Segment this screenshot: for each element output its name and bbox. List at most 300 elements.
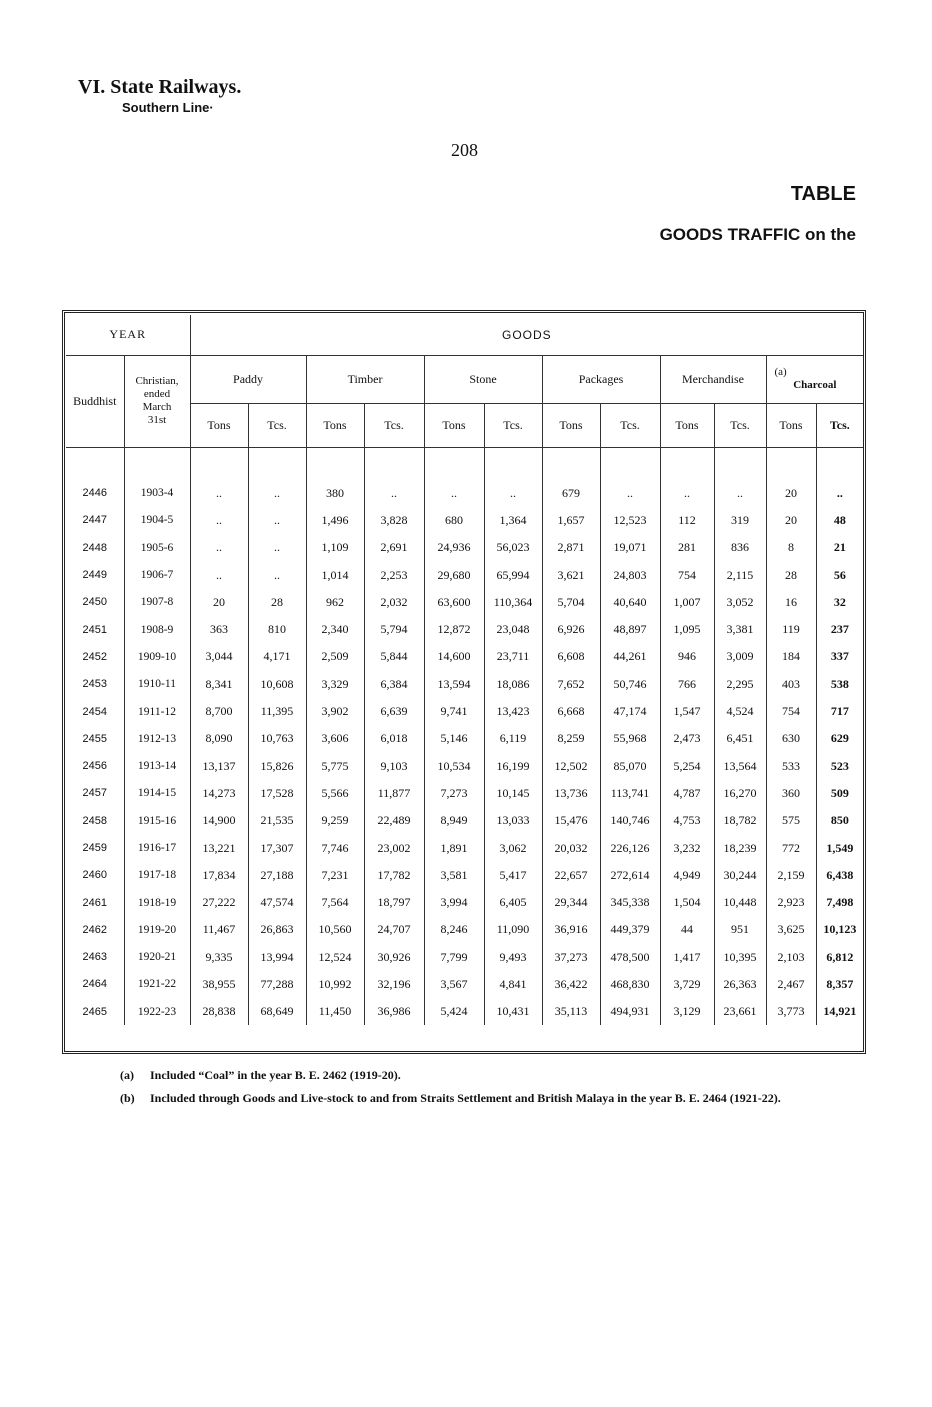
section-title: VI. State Railways. (78, 76, 242, 98)
footnote-mark-a: (a) (774, 366, 787, 378)
footnote-mark: (b) (120, 1091, 135, 1105)
value-cell: 2,467 (766, 971, 816, 998)
christian-year-cell: 1913-14 (124, 752, 190, 779)
value-cell: 13,033 (484, 807, 542, 834)
value-cell: 717 (816, 698, 863, 725)
buddhist-year-cell: 2461 (82, 896, 107, 909)
value-cell: 6,451 (714, 725, 766, 752)
value-cell: 32,196 (364, 971, 424, 998)
value-cell: 6,668 (542, 698, 600, 725)
spacer-cell (124, 447, 190, 480)
value-cell: 3,625 (766, 916, 816, 943)
value-cell: 6,438 (816, 862, 863, 889)
spacer-row (66, 447, 863, 480)
christian-year-cell: 1910-11 (124, 671, 190, 698)
value-cell: 2,340 (306, 616, 364, 643)
value-cell: 7,231 (306, 862, 364, 889)
category-name: Stone (469, 371, 497, 386)
value-cell: 10,763 (248, 725, 306, 752)
value-cell: 9,335 (190, 944, 248, 971)
value-cell: 962 (306, 589, 364, 616)
value-cell: 10,608 (248, 671, 306, 698)
value-cell: 15,826 (248, 752, 306, 779)
category-name: Charcoal (793, 379, 837, 391)
value-cell: 19,071 (600, 534, 660, 561)
value-cell: 478,500 (600, 944, 660, 971)
value-cell: 37,273 (542, 944, 600, 971)
value-cell: 946 (660, 643, 714, 670)
footnote-text: Included through Goods and Live-stock to and from Straits Settlement and British Malaya in the year B. E. 2464 (1921-22). (150, 1091, 781, 1105)
value-cell: 22,657 (542, 862, 600, 889)
value-cell: 3,232 (660, 834, 714, 861)
table-label: TABLE (790, 183, 856, 205)
value-cell: 12,523 (600, 507, 660, 534)
value-cell: 23,661 (714, 998, 766, 1025)
value-cell: 679 (542, 480, 600, 507)
spacer-cell (364, 447, 424, 480)
value-cell: 319 (714, 507, 766, 534)
value-cell: 22,489 (364, 807, 424, 834)
value-cell: 8,246 (424, 916, 484, 943)
value-cell: 810 (248, 616, 306, 643)
unit-tons: Tons (306, 403, 364, 447)
value-cell: 56,023 (484, 534, 542, 561)
value-cell: 3,062 (484, 834, 542, 861)
christian-year-cell: 1904-5 (124, 507, 190, 534)
value-cell: 10,145 (484, 780, 542, 807)
value-cell: 11,877 (364, 780, 424, 807)
value-cell: 44 (660, 916, 714, 943)
table-row (66, 971, 863, 998)
value-cell: 13,564 (714, 752, 766, 779)
value-cell: 50,746 (600, 671, 660, 698)
value-cell: 27,222 (190, 889, 248, 916)
value-cell: 17,528 (248, 780, 306, 807)
value-cell: 3,621 (542, 561, 600, 588)
value-cell: 3,129 (660, 998, 714, 1025)
value-cell: 8,341 (190, 671, 248, 698)
buddhist-year-cell: 2458 (82, 814, 107, 827)
value-cell: 1,417 (660, 944, 714, 971)
table-row (66, 916, 863, 943)
value-cell: 36,986 (364, 998, 424, 1025)
value-cell: 8 (766, 534, 816, 561)
christian-year-cell: 1917-18 (124, 862, 190, 889)
category-header-paddy (190, 355, 306, 403)
value-cell: 345,338 (600, 889, 660, 916)
value-cell: 55,968 (600, 725, 660, 752)
spacer-cell (66, 447, 124, 480)
value-cell: 10,123 (816, 916, 863, 943)
value-cell: 337 (816, 643, 863, 670)
value-cell: .. (364, 480, 424, 507)
table-row (66, 616, 863, 643)
value-cell: 10,992 (306, 971, 364, 998)
value-cell: 494,931 (600, 998, 660, 1025)
value-cell: 2,509 (306, 643, 364, 670)
footnote-mark: (a) (120, 1068, 134, 1082)
value-cell: 26,363 (714, 971, 766, 998)
category-name: Timber (347, 371, 383, 386)
buddhist-year-cell: 2462 (82, 923, 107, 936)
unit-tcs: Tcs. (248, 403, 306, 447)
value-cell: 754 (766, 698, 816, 725)
category-header-stone (424, 355, 542, 403)
value-cell: 23,048 (484, 616, 542, 643)
value-cell: 23,002 (364, 834, 424, 861)
buddhist-year-cell: 2457 (82, 787, 107, 800)
spacer-cell (542, 447, 600, 480)
value-cell: 11,090 (484, 916, 542, 943)
christian-year-cell: 1909-10 (124, 643, 190, 670)
unit-tons: Tons (542, 403, 600, 447)
value-cell: 17,834 (190, 862, 248, 889)
unit-tons: Tons (424, 403, 484, 447)
unit-tons: Tons (660, 403, 714, 447)
christian-header (124, 355, 190, 447)
value-cell: .. (248, 561, 306, 588)
value-cell: 10,395 (714, 944, 766, 971)
value-cell: .. (190, 534, 248, 561)
value-cell: .. (190, 561, 248, 588)
christian-year-cell: 1906-7 (124, 561, 190, 588)
value-cell: 3,009 (714, 643, 766, 670)
value-cell: 13,594 (424, 671, 484, 698)
value-cell: 28 (766, 561, 816, 588)
table-row (66, 889, 863, 916)
value-cell: 30,244 (714, 862, 766, 889)
value-cell: 8,700 (190, 698, 248, 725)
table-row (66, 944, 863, 971)
value-cell: 5,424 (424, 998, 484, 1025)
section-subtitle: Southern Line· (122, 100, 214, 115)
buddhist-year-cell: 2446 (82, 487, 107, 500)
unit-tcs: Tcs. (714, 403, 766, 447)
christian-year-cell: 1919-20 (124, 916, 190, 943)
table-row (66, 752, 863, 779)
christian-year-cell: 1918-19 (124, 889, 190, 916)
value-cell: 14,600 (424, 643, 484, 670)
value-cell: 7,564 (306, 889, 364, 916)
value-cell: 363 (190, 616, 248, 643)
value-cell: 44,261 (600, 643, 660, 670)
value-cell: 184 (766, 643, 816, 670)
buddhist-year-cell: 2452 (82, 650, 107, 663)
value-cell: 1,657 (542, 507, 600, 534)
value-cell: 523 (816, 752, 863, 779)
value-cell: 2,295 (714, 671, 766, 698)
value-cell: 12,872 (424, 616, 484, 643)
value-cell: 27,188 (248, 862, 306, 889)
value-cell: 10,431 (484, 998, 542, 1025)
value-cell: 3,044 (190, 643, 248, 670)
value-cell: 9,741 (424, 698, 484, 725)
value-cell: 1,496 (306, 507, 364, 534)
value-cell: 5,844 (364, 643, 424, 670)
value-cell: 17,782 (364, 862, 424, 889)
value-cell: 56 (816, 561, 863, 588)
value-cell: 575 (766, 807, 816, 834)
buddhist-year-cell: 2454 (82, 705, 107, 718)
value-cell: 10,534 (424, 752, 484, 779)
value-cell: 21 (816, 534, 863, 561)
value-cell: 4,949 (660, 862, 714, 889)
value-cell: 2,103 (766, 944, 816, 971)
value-cell: .. (816, 480, 863, 507)
value-cell: 12,502 (542, 752, 600, 779)
value-cell: 8,949 (424, 807, 484, 834)
christian-year-cell: 1914-15 (124, 780, 190, 807)
spacer-cell (600, 447, 660, 480)
table-row (66, 780, 863, 807)
christian-year-cell: 1903-4 (124, 480, 190, 507)
value-cell: 7,498 (816, 889, 863, 916)
table-row (66, 589, 863, 616)
value-cell: 1,547 (660, 698, 714, 725)
value-cell: 3,329 (306, 671, 364, 698)
christian-year-cell: 1920-21 (124, 944, 190, 971)
value-cell: 29,680 (424, 561, 484, 588)
table-row (66, 534, 863, 561)
spacer-cell (484, 447, 542, 480)
buddhist-year-cell: 2463 (82, 951, 107, 964)
christian-year-cell: 1908-9 (124, 616, 190, 643)
value-cell: 5,704 (542, 589, 600, 616)
value-cell: 23,711 (484, 643, 542, 670)
unit-tons: Tons (766, 403, 816, 447)
table-row (66, 698, 863, 725)
value-cell: 40,640 (600, 589, 660, 616)
value-cell: 26,863 (248, 916, 306, 943)
value-cell: .. (190, 480, 248, 507)
value-cell: 14,273 (190, 780, 248, 807)
value-cell: 3,828 (364, 507, 424, 534)
value-cell: 3,773 (766, 998, 816, 1025)
value-cell: 30,926 (364, 944, 424, 971)
value-cell: 766 (660, 671, 714, 698)
value-cell: 16 (766, 589, 816, 616)
value-cell: 836 (714, 534, 766, 561)
value-cell: .. (484, 480, 542, 507)
table-row (66, 480, 863, 507)
value-cell: 1,095 (660, 616, 714, 643)
value-cell: .. (190, 507, 248, 534)
value-cell: 68,649 (248, 998, 306, 1025)
value-cell: 403 (766, 671, 816, 698)
value-cell: 10,448 (714, 889, 766, 916)
table-row (66, 671, 863, 698)
value-cell: 24,936 (424, 534, 484, 561)
goods-traffic-table (66, 315, 863, 1025)
table-row (66, 807, 863, 834)
value-cell: 17,307 (248, 834, 306, 861)
value-cell: 680 (424, 507, 484, 534)
buddhist-year-cell: 2447 (82, 514, 107, 527)
value-cell: 47,574 (248, 889, 306, 916)
value-cell: 3,567 (424, 971, 484, 998)
value-cell: 3,581 (424, 862, 484, 889)
year-header: YEAR (66, 315, 190, 355)
value-cell: 20 (766, 480, 816, 507)
value-cell: .. (248, 480, 306, 507)
value-cell: 754 (660, 561, 714, 588)
value-cell: 509 (816, 780, 863, 807)
buddhist-year-cell: 2460 (82, 869, 107, 882)
value-cell: 226,126 (600, 834, 660, 861)
table-row (66, 834, 863, 861)
christian-year-cell: 1916-17 (124, 834, 190, 861)
value-cell: 630 (766, 725, 816, 752)
value-cell: 4,787 (660, 780, 714, 807)
spacer-cell (190, 447, 248, 480)
table-row (66, 862, 863, 889)
value-cell: 1,364 (484, 507, 542, 534)
value-cell: 48,897 (600, 616, 660, 643)
christian-year-cell: 1911-12 (124, 698, 190, 725)
value-cell: 8,090 (190, 725, 248, 752)
value-cell: .. (424, 480, 484, 507)
page-number: 208 (451, 140, 478, 160)
value-cell: 9,493 (484, 944, 542, 971)
value-cell: 18,086 (484, 671, 542, 698)
value-cell: 7,799 (424, 944, 484, 971)
spacer-cell (306, 447, 364, 480)
value-cell: 15,476 (542, 807, 600, 834)
value-cell: 110,364 (484, 589, 542, 616)
category-name: Paddy (233, 371, 264, 386)
spacer-cell (816, 447, 863, 480)
footnotes (120, 1068, 866, 1114)
christian-year-cell: 1922-23 (124, 998, 190, 1025)
value-cell: 3,994 (424, 889, 484, 916)
table-caption: GOODS TRAFFIC on the (659, 225, 856, 244)
value-cell: 6,405 (484, 889, 542, 916)
christian-year-cell: 1921-22 (124, 971, 190, 998)
table-row (66, 507, 863, 534)
value-cell: 20 (190, 589, 248, 616)
value-cell: 20 (766, 507, 816, 534)
value-cell: 4,171 (248, 643, 306, 670)
value-cell: 6,639 (364, 698, 424, 725)
table-row (66, 725, 863, 752)
buddhist-year-cell: 2456 (82, 760, 107, 773)
table-body (66, 447, 863, 1025)
value-cell: 5,775 (306, 752, 364, 779)
value-cell: .. (660, 480, 714, 507)
buddhist-year-cell: 2451 (82, 623, 107, 636)
value-cell: 11,395 (248, 698, 306, 725)
value-cell: 2,691 (364, 534, 424, 561)
category-header-packages (542, 355, 660, 403)
value-cell: 5,566 (306, 780, 364, 807)
buddhist-year-cell: 2453 (82, 678, 107, 691)
value-cell: 9,259 (306, 807, 364, 834)
value-cell: 140,746 (600, 807, 660, 834)
category-header-charcoal (766, 355, 863, 403)
spacer-cell (248, 447, 306, 480)
christian-year-cell: 1907-8 (124, 589, 190, 616)
value-cell: 380 (306, 480, 364, 507)
value-cell: 8,357 (816, 971, 863, 998)
value-cell: 3,729 (660, 971, 714, 998)
christian-year-cell: 1915-16 (124, 807, 190, 834)
value-cell: 237 (816, 616, 863, 643)
value-cell: 3,381 (714, 616, 766, 643)
value-cell: 18,782 (714, 807, 766, 834)
value-cell: 36,916 (542, 916, 600, 943)
christian-year-cell: 1912-13 (124, 725, 190, 752)
value-cell: 2,473 (660, 725, 714, 752)
value-cell: 119 (766, 616, 816, 643)
footnote-a (120, 1068, 866, 1083)
value-cell: 772 (766, 834, 816, 861)
value-cell: 21,535 (248, 807, 306, 834)
value-cell: 9,103 (364, 752, 424, 779)
value-cell: 5,417 (484, 862, 542, 889)
value-cell: 281 (660, 534, 714, 561)
value-cell: 538 (816, 671, 863, 698)
buddhist-year-cell: 2450 (82, 596, 107, 609)
christian-header-line: March (142, 401, 172, 413)
value-cell: 6,812 (816, 944, 863, 971)
value-cell: 13,994 (248, 944, 306, 971)
value-cell: 2,159 (766, 862, 816, 889)
value-cell: 4,753 (660, 807, 714, 834)
goods-header: GOODS (190, 315, 863, 355)
value-cell: 77,288 (248, 971, 306, 998)
value-cell: 20,032 (542, 834, 600, 861)
value-cell: 14,900 (190, 807, 248, 834)
spacer-cell (766, 447, 816, 480)
value-cell: 13,736 (542, 780, 600, 807)
value-cell: 29,344 (542, 889, 600, 916)
value-cell: 360 (766, 780, 816, 807)
buddhist-year-cell: 2465 (82, 1005, 107, 1018)
value-cell: 6,018 (364, 725, 424, 752)
value-cell: 11,450 (306, 998, 364, 1025)
value-cell: 28,838 (190, 998, 248, 1025)
value-cell: 48 (816, 507, 863, 534)
footnote-text: Included “Coal” in the year B. E. 2462 (1919-20). (150, 1068, 401, 1082)
value-cell: 11,467 (190, 916, 248, 943)
value-cell: 12,524 (306, 944, 364, 971)
spacer-cell (660, 447, 714, 480)
christian-header-line: Christian, (135, 375, 179, 387)
value-cell: 24,803 (600, 561, 660, 588)
value-cell: 6,926 (542, 616, 600, 643)
buddhist-year-cell: 2459 (82, 842, 107, 854)
value-cell: 16,199 (484, 752, 542, 779)
value-cell: 3,902 (306, 698, 364, 725)
value-cell: 65,994 (484, 561, 542, 588)
value-cell: 449,379 (600, 916, 660, 943)
value-cell: 629 (816, 725, 863, 752)
value-cell: 2,923 (766, 889, 816, 916)
value-cell: 1,891 (424, 834, 484, 861)
value-cell: 10,560 (306, 916, 364, 943)
value-cell: .. (714, 480, 766, 507)
value-cell: 6,608 (542, 643, 600, 670)
category-name: Merchandise (682, 371, 744, 386)
value-cell: 3,052 (714, 589, 766, 616)
value-cell: 5,794 (364, 616, 424, 643)
buddhist-year-cell: 2455 (82, 732, 107, 745)
unit-tons: Tons (190, 403, 248, 447)
buddhist-year-cell: 2448 (82, 541, 107, 554)
buddhist-header: Buddhist (66, 355, 124, 447)
value-cell: 47,174 (600, 698, 660, 725)
value-cell: 2,032 (364, 589, 424, 616)
